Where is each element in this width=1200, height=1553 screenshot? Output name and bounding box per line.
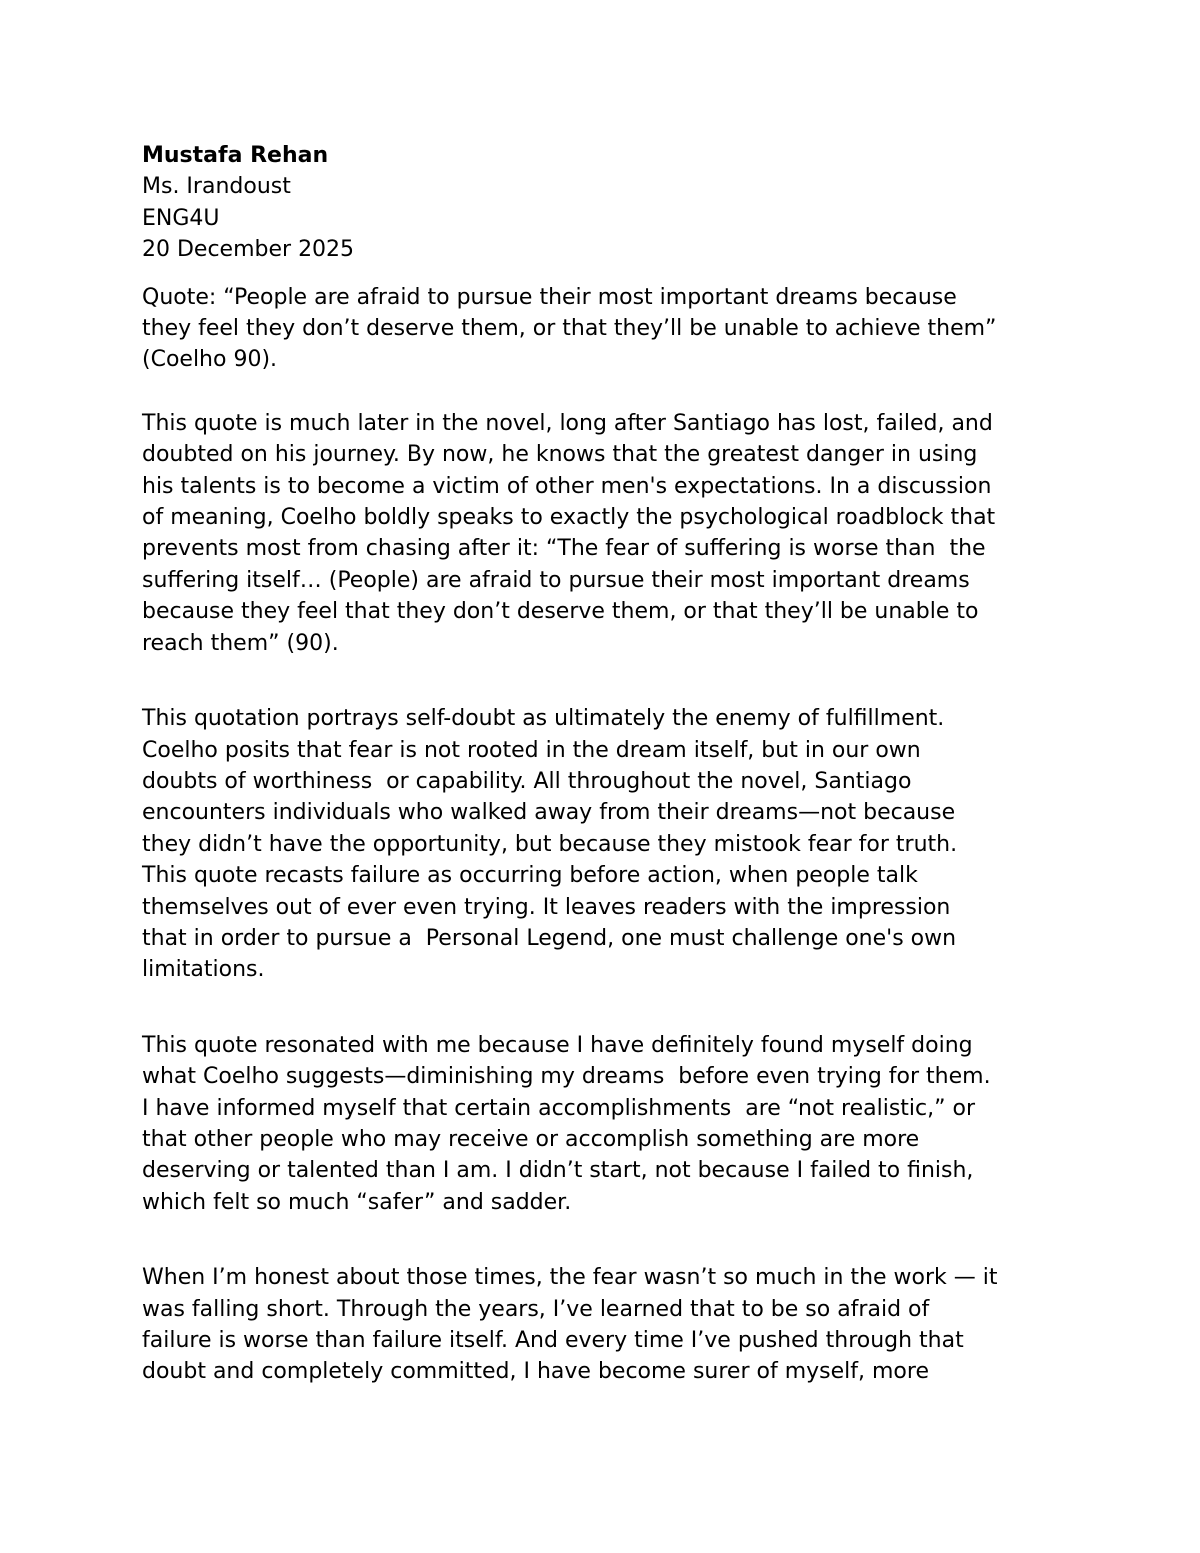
author-name: Mustafa Rehan [142,143,329,168]
paragraph-line: that other people who may receive or accomplish something are more [142,1126,920,1152]
paragraph-line: failure is worse than failure itself. And every time I’ve pushed through that [142,1328,964,1353]
paragraph-line: I have informed myself that certain accomplishments are “not realistic,” or [142,1095,976,1121]
spacer [142,986,1072,1030]
reflection-paragraph [142,1030,1072,1218]
paragraph-line: When I’m honest about those times, the fear wasn’t so much in the work — it [142,1265,998,1291]
paragraph-line: This quote is much later in the novel, long after Santiago has lost, failed, and [142,410,993,436]
paragraph-line: because they feel that they don’t deserve them, or that they’ll be unable to [142,599,979,625]
paragraph-line: his talents is to become a victim of other men's expectations. In a discussion [142,473,992,499]
analysis-paragraph [142,703,1072,986]
paragraph-line: prevents most from chasing after it: “The fear of suffering is worse than the [142,536,986,562]
spacer [142,1218,1072,1262]
paragraph-line: which felt so much “safer” and sadder. [142,1189,572,1215]
header-block [142,140,1072,266]
paragraph-line: they didn’t have the opportunity, but because they mistook fear for truth. [142,831,958,857]
course-code: ENG4U [142,205,220,231]
paragraph-line: doubted on his journey. By now, he knows that the greatest danger in using [142,442,978,468]
paragraph-line: deserving or talented than I am. I didn’t start, not because I failed to finish, [142,1158,974,1184]
paragraph-line: of meaning, Coelho boldly speaks to exactly the psychological roadblock that [142,505,996,531]
document-date: 20 December 2025 [142,237,355,263]
paragraph-line: limitations. [142,957,265,983]
spacer [142,659,1072,703]
document-body [142,140,1072,1388]
spacer [142,266,1072,282]
paragraph-line: themselves out of ever even trying. It leaves readers with the impression [142,894,951,920]
spacer [142,376,1072,408]
paragraph-line: This quote recasts failure as occurring before action, when people talk [142,863,918,889]
paragraph-line: what Coelho suggests—diminishing my dreams before even trying for them. [142,1064,991,1090]
paragraph-line: Quote: “People are afraid to pursue their most important dreams because [142,284,957,310]
paragraph-line: reach them” (90). [142,630,339,656]
paragraph-line: was falling short. Through the years, I’ve learned that to be so afraid of [142,1296,930,1322]
honesty-paragraph [142,1262,1072,1388]
teacher-name: Ms. Irandoust [142,174,291,200]
paragraph-line: This quotation portrays self-doubt as ultimately the enemy of fulfillment. [142,706,945,732]
paragraph-line: This quote resonated with me because I have definitely found myself doing [142,1032,973,1058]
paragraph-line: that in order to pursue a Personal Legend, one must challenge one's own [142,925,957,951]
paragraph-line: Coelho posits that fear is not rooted in the dream itself, but in our own [142,737,921,763]
paragraph-line: encounters individuals who walked away from their dreams—not because [142,800,956,826]
quote-paragraph [142,282,1072,376]
paragraph-line: doubts of worthiness or capability. All throughout the novel, Santiago [142,768,912,794]
context-paragraph [142,408,1072,659]
paragraph-line: doubt and completely committed, I have become surer of myself, more [142,1359,929,1385]
paragraph-line: they feel they don’t deserve them, or that they’ll be unable to achieve them” [142,316,997,342]
paragraph-line: suffering itself… (People) are afraid to pursue their most important dreams [142,567,970,593]
paragraph-line: (Coelho 90). [142,347,278,373]
